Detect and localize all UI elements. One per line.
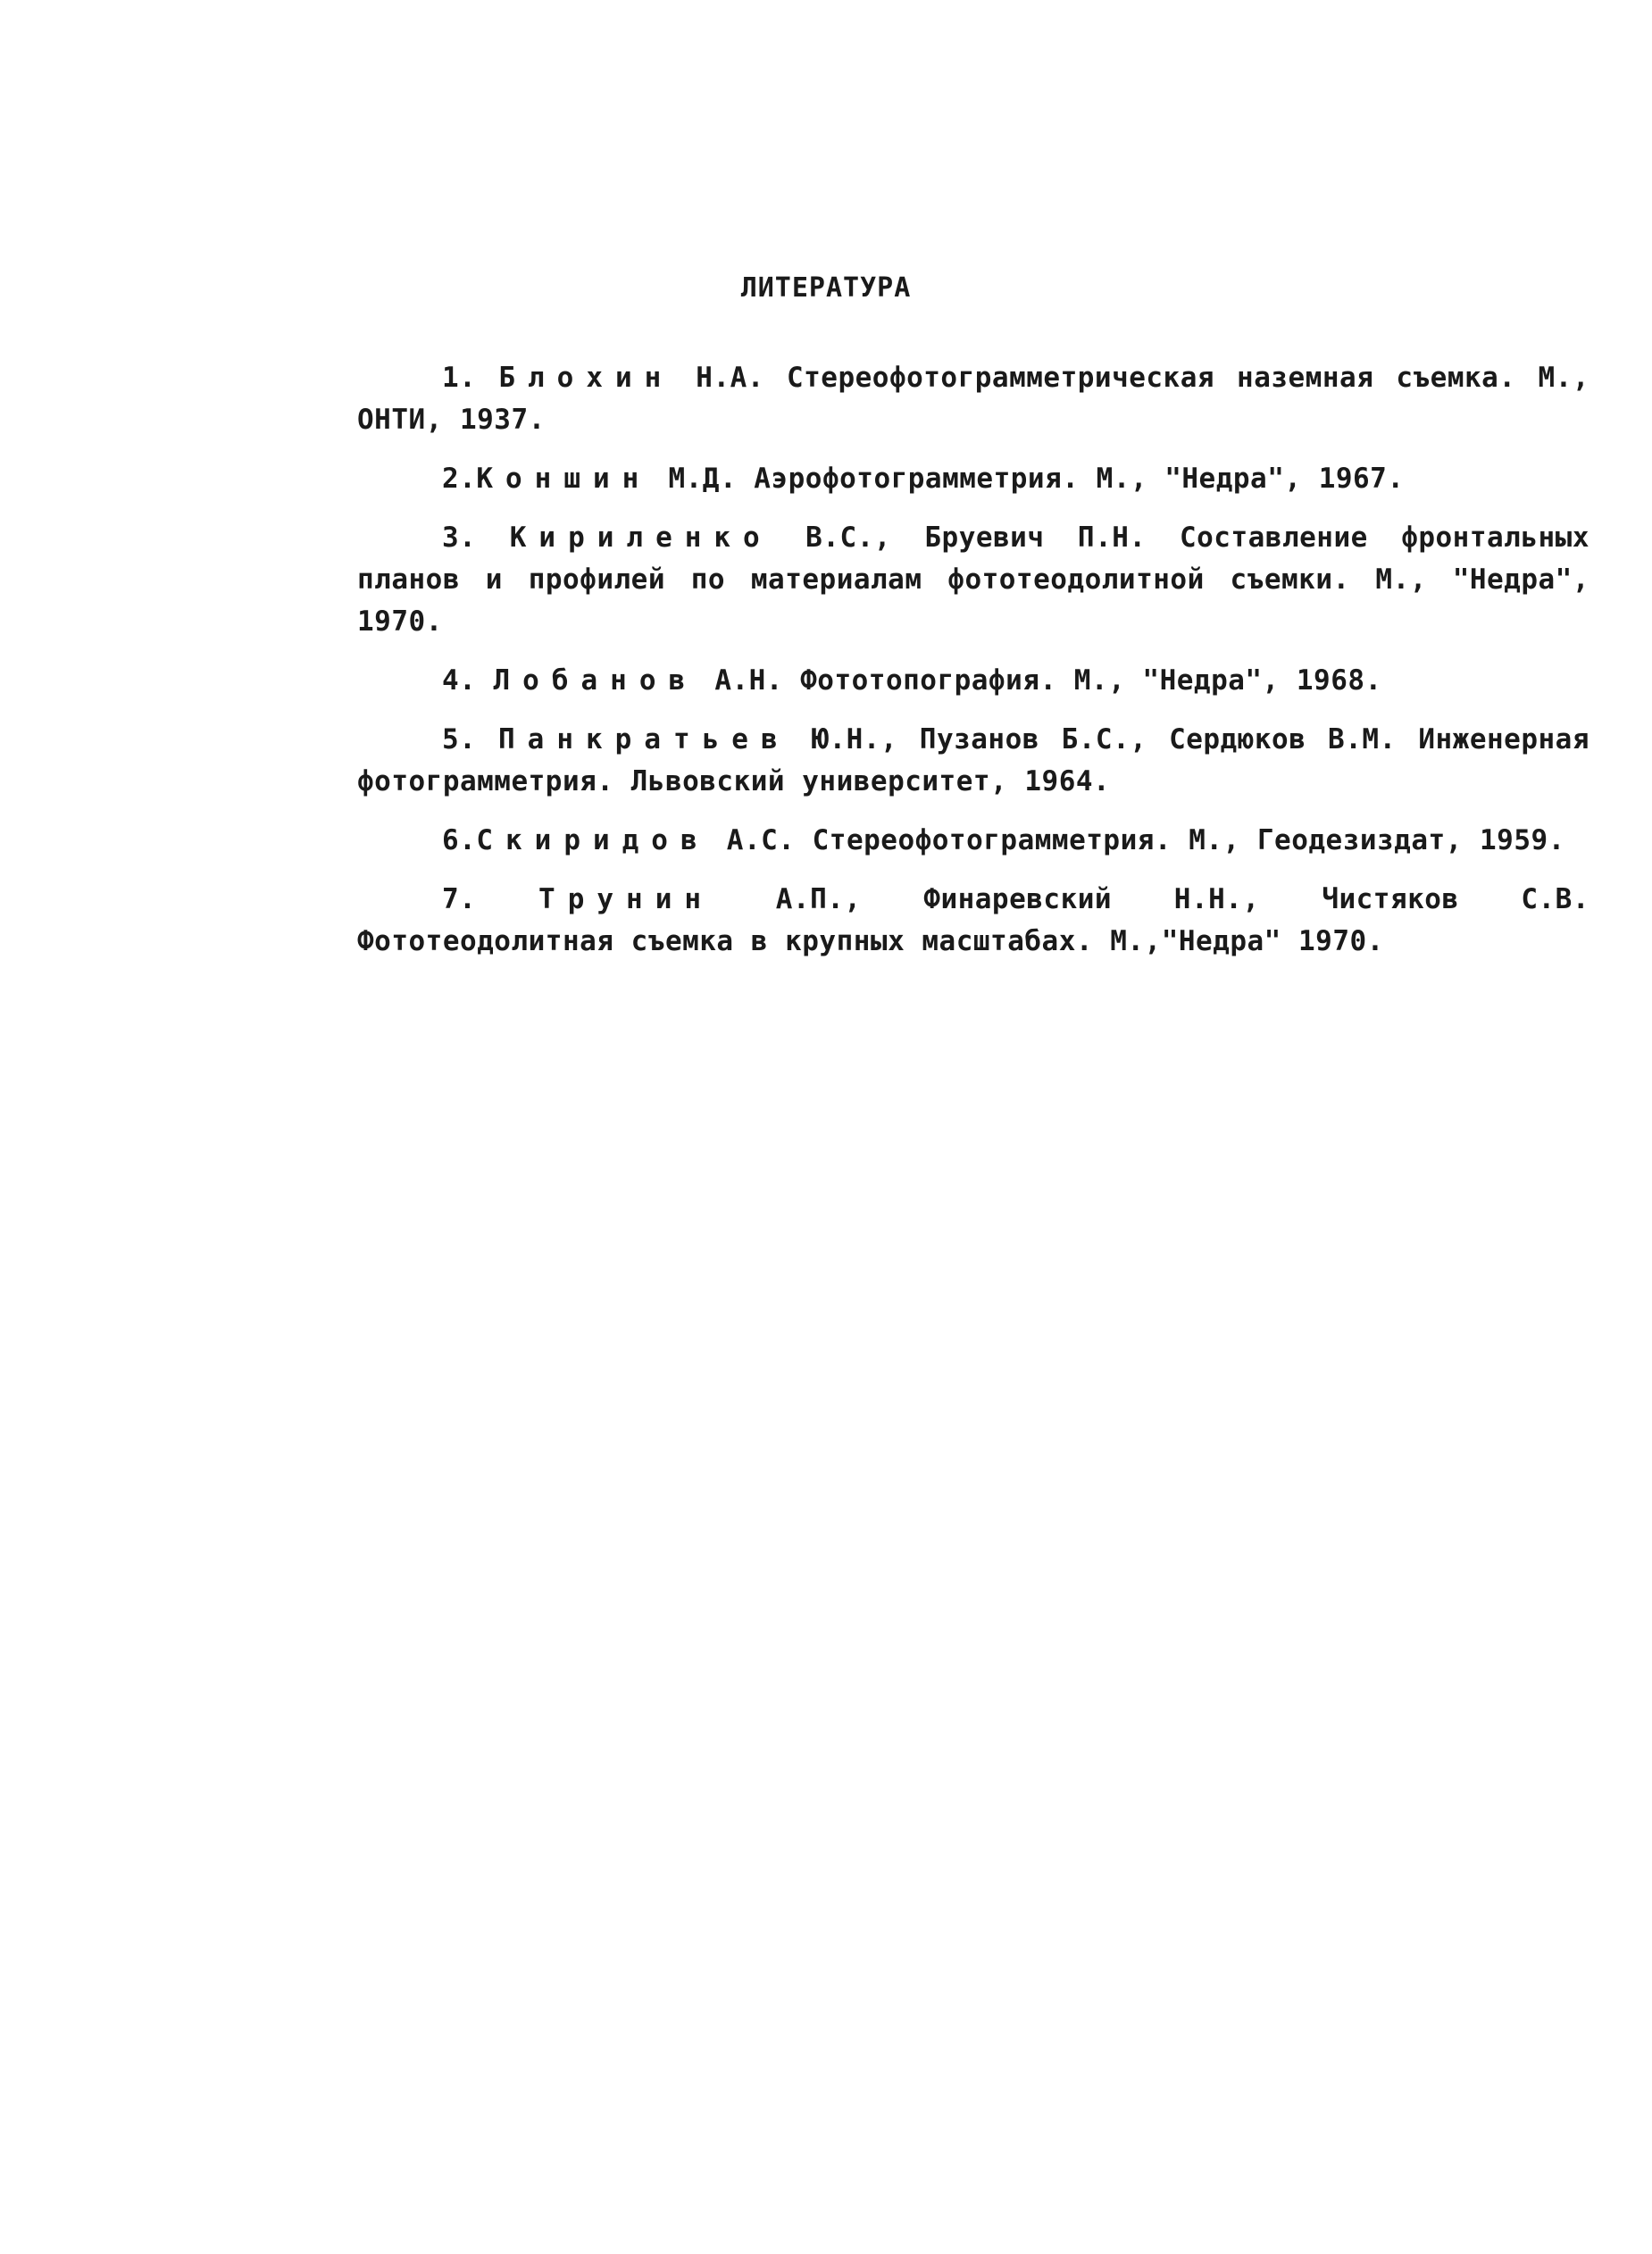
reference-list <box>357 357 1589 980</box>
reference-item-7 <box>357 879 1589 963</box>
reference-item-1 <box>357 357 1589 441</box>
reference-number: 4. <box>442 664 494 697</box>
reference-details: Ю.Н., Пузанов Б.С., Сердюков В.М. Инженерная фотограмметрия. Львовский университет, 1964. <box>357 723 1589 797</box>
page-heading: ЛИТЕРАТУРА <box>740 272 912 304</box>
reference-details: М.Д. Аэрофотограмметрия. М., "Недра", 1967. <box>651 463 1405 495</box>
reference-details: А.Н. Фототопография. М., "Недра", 1968. <box>697 664 1382 697</box>
reference-number: 3. <box>442 522 510 554</box>
reference-number: 2. <box>442 463 477 495</box>
reference-number: 6. <box>442 824 477 856</box>
reference-item-5 <box>357 719 1589 803</box>
reference-item-6 <box>357 820 1589 862</box>
reference-item-4 <box>357 660 1589 702</box>
reference-author: Панкратьев <box>498 723 790 756</box>
reference-author: Коншин <box>476 463 652 495</box>
reference-author: Кириленко <box>509 522 772 554</box>
reference-details: А.С. Стереофотограмметрия. М., Геодезиздат, 1959. <box>709 824 1565 856</box>
reference-author: Скиридов <box>476 824 710 856</box>
reference-details: В.С., Бруевич П.Н. Составление фронтальных планов и профилей по материалам фототеодолитной съемки. М., "Недра", 1970. <box>357 522 1589 638</box>
reference-number: 1. <box>442 362 499 394</box>
reference-author: Трунин <box>538 883 714 915</box>
reference-author: Блохин <box>498 362 674 394</box>
reference-details: А.П., Финаревский Н.Н., Чистяков С.В. Фототеодолитная съемка в крупных масштабах. М.,"Недра" 1970. <box>357 883 1589 957</box>
reference-item-3 <box>357 517 1589 643</box>
reference-number: 7. <box>442 883 539 915</box>
reference-number: 5. <box>442 723 498 756</box>
reference-item-2 <box>357 458 1589 500</box>
reference-details: Н.А. Стереофотограмметрическая наземная съемка. М., ОНТИ, 1937. <box>357 362 1589 436</box>
reference-author: Лобанов <box>493 664 698 697</box>
